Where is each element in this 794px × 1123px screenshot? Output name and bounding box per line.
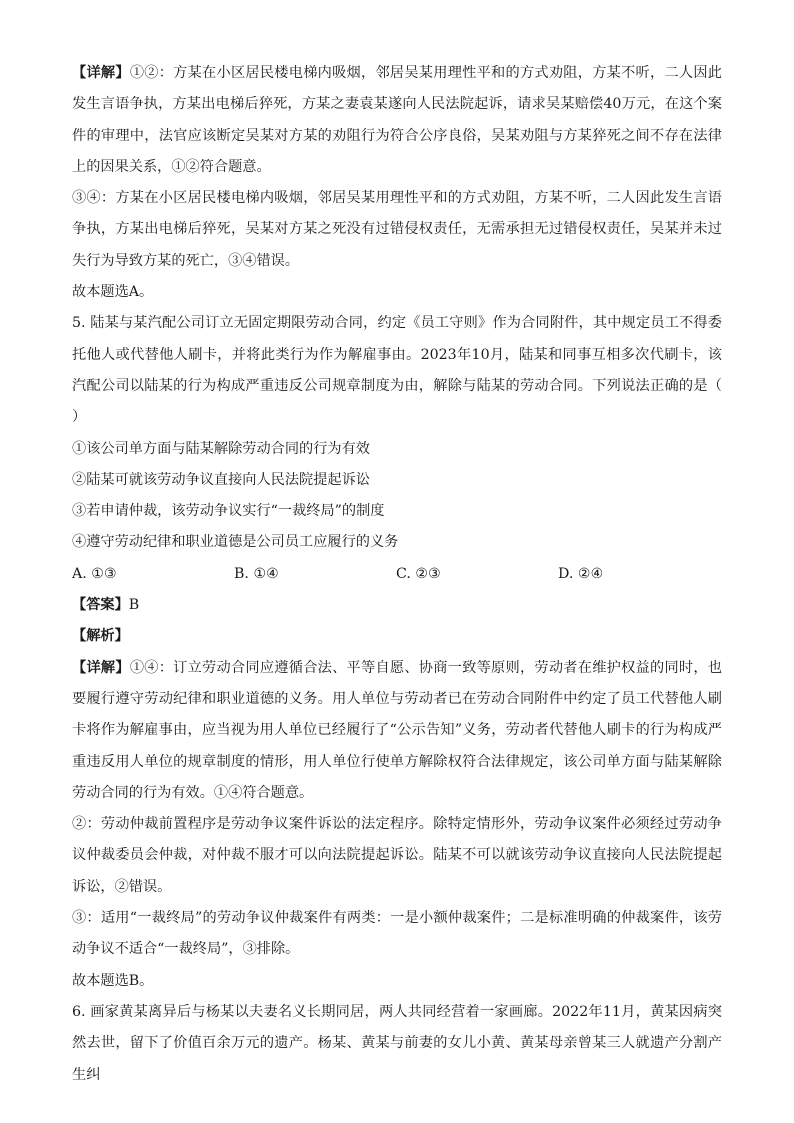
- q5-item-2: ②陆某可就该劳动争议直接向人民法院提起诉讼: [72, 471, 370, 488]
- q5-item-1: ①该公司单方面与陆某解除劳动合同的行为有效: [72, 440, 370, 457]
- q5-item-3: ③若申请仲裁，该劳动争议实行“一裁终局”的制度: [72, 503, 385, 520]
- q5-detail-3: ③：适用“一裁终局”的劳动争议仲裁案件有两类：一是小额仲裁案件；二是标准明确的仲裁案件，该劳动争议不适合“一裁终局”，③排除。: [72, 910, 722, 958]
- q5-option-b: B. ①④: [234, 565, 279, 582]
- q5-option-a: A. ①③: [72, 565, 117, 582]
- q5-option-c: C. ②③: [396, 565, 441, 582]
- q5-detail-1: [72, 653, 722, 809]
- q5-detail-2: ②：劳动仲裁前置程序是劳动争议案件诉讼的法定程序。除特定情形外，劳动争议案件必须经过劳动争议仲裁委员会仲裁，对仲裁不服才可以向法院提起诉讼。陆某不可以就该劳动争议直接向人民法院提起诉讼，②错误。: [72, 816, 722, 895]
- q5-answer: [72, 590, 722, 621]
- q5-options: [72, 559, 722, 590]
- document-page: [72, 58, 751, 1091]
- q4-detail-1: [72, 58, 722, 183]
- q4-detail-2: ③④：方某在小区居民楼电梯内吸烟，邻居吴某用理性平和的方式劝阻，方某不听，二人因此发生言语争执，方某出电梯后猝死，吴某对方某之死没有过错侵权责任，无需承担无过错侵权责任，吴某并未过失行为导致方某的死亡，③④错误。: [72, 190, 722, 269]
- q5-option-d: D. ②④: [558, 565, 604, 582]
- q5-conclusion: 故本题选B。: [72, 972, 154, 989]
- q5-analysis-tag: 【解析】: [72, 628, 129, 645]
- detail-tag: 【详解】: [72, 65, 130, 81]
- detail-tag: 【详解】: [72, 659, 130, 676]
- answer-tag: 【答案】: [72, 597, 129, 614]
- q5-stem: 5. 陆某与某汽配公司订立无固定期限劳动合同，约定《员工守则》作为合同附件，其中规定员工不得委托他人或代替他人刷卡，并将此类行为作为解雇事由。2023年10月，陆某和同事互相多次代刷卡，该汽配公司以陆某的行为构成严重违反公司规章制度为由，解除与陆某的劳动合同。下列说法正确的是（ ）: [72, 315, 751, 426]
- q5-detail-text: ①④：订立劳动合同应遵循合法、平等自愿、协商一致等原则，劳动者在维护权益的同时，也要履行遵守劳动纪律和职业道德的义务。用人单位与劳动者已在劳动合同附件中约定了员工代替他人刷卡将作为解雇事由，应当视为用人单位已经履行了“公示告知”义务，劳动者代替他人刷卡的行为构成严重违反用人单位的规章制度的情形，用人单位行使单方解除权符合法律规定，该公司单方面与陆某解除劳动合同的行为有效。①④符合题意。: [72, 659, 722, 801]
- answer-value: B: [128, 597, 140, 614]
- q4-detail-text: ①②：方某在小区居民楼电梯内吸烟，邻居吴某用理性平和的方式劝阻，方某不听，二人因此发生言语争执，方某出电梯后猝死，方某之妻袁某遂向人民法院起诉，请求吴某赔偿40万元，在这个案件的审理中，法官应该断定吴某对方某的劝阻行为符合公序良俗，吴某劝阻与方某猝死之间不存在法律上的因果关系，①②符合题意。: [72, 65, 722, 175]
- q4-conclusion: 故本题选A。: [72, 284, 154, 301]
- q5-item-4: ④遵守劳动纪律和职业道德是公司员工应履行的义务: [72, 534, 399, 551]
- q6-stem: 6. 画家黄某离异后与杨某以夫妻名义长期同居，两人共同经营着一家画廊。2022年11月，黄某因病突然去世，留下了价值百余万元的遗产。杨某、黄某与前妻的女儿小黄、黄某母亲曾某三人就遗产分割产生纠: [72, 1003, 722, 1083]
